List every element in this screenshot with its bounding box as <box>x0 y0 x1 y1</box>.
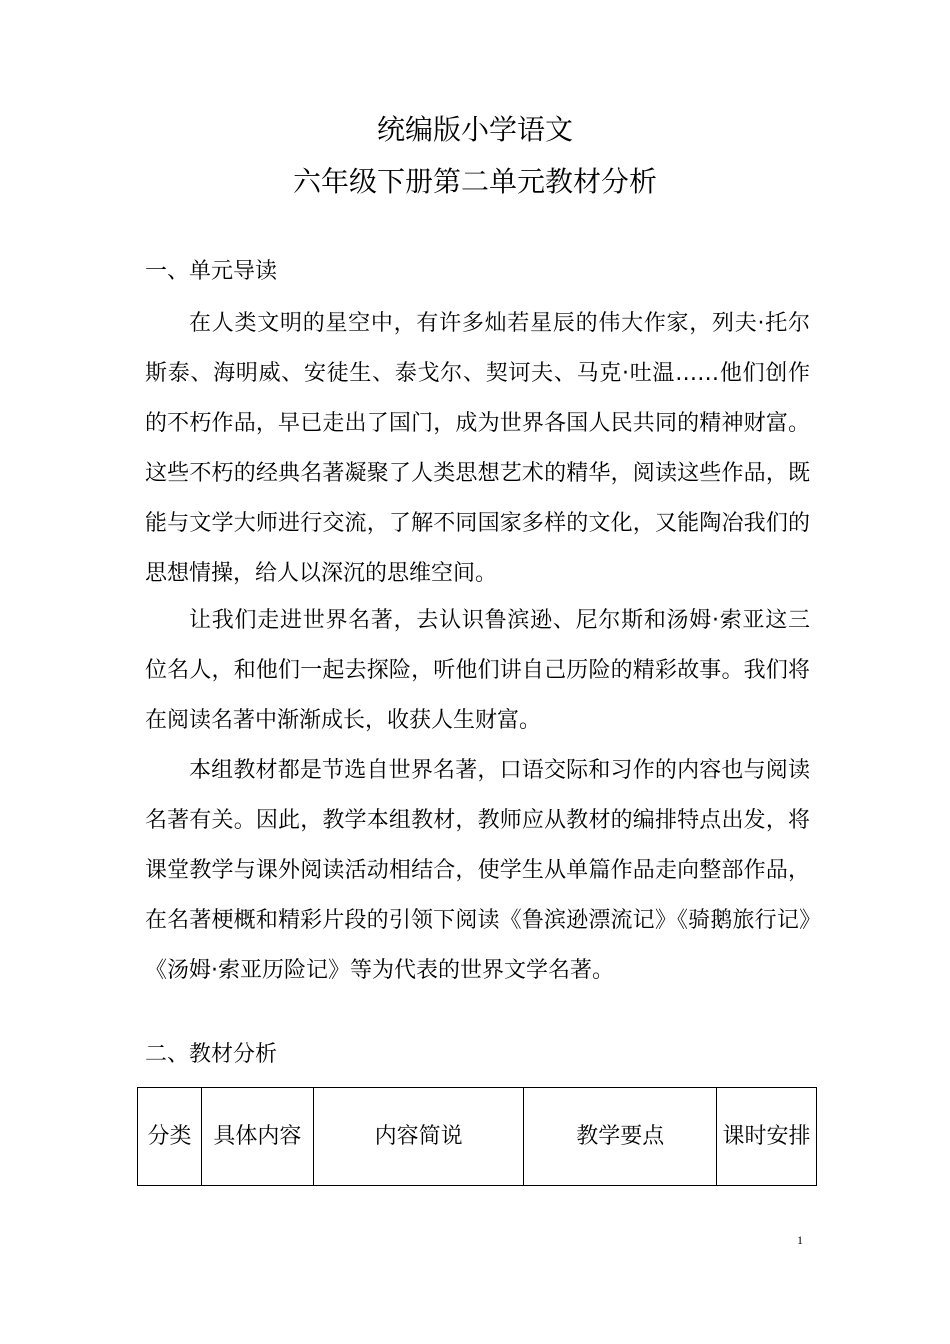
column-header-summary: 内容简说 <box>313 1088 524 1186</box>
paragraph-3: 本组教材都是节选自世界名著，口语交际和习作的内容也与阅读名著有关。因此，教学本组教材，教师应从教材的编排特点出发，将课堂教学与课外阅读活动相结合，使学生从单篇作品走向整部作品，在名著梗概和精彩片段的引领下阅读《鲁滨逊漂流记》《骑鹅旅行记》《汤姆·索亚历险记》等为代表的世界文学名著。 <box>145 758 810 983</box>
column-header-content: 具体内容 <box>201 1088 313 1186</box>
paragraph-2: 让我们走进世界名著，去认识鲁滨逊、尼尔斯和汤姆·索亚这三位名人，和他们一起去探险，听他们讲自己历险的精彩故事。我们将在阅读名著中渐渐成长，收获人生财富。 <box>145 608 810 733</box>
document-title-line1: 统编版小学语文 <box>376 113 573 146</box>
table-header-row <box>138 1088 817 1186</box>
section-heading-material-analysis: 二、教材分析 <box>145 1042 278 1067</box>
column-header-category: 分类 <box>138 1088 202 1186</box>
page-number: 1 <box>797 1233 803 1247</box>
paragraph-1: 在人类文明的星空中，有许多灿若星辰的伟大作家，列夫·托尔斯泰、海明威、安徒生、泰戈尔、契诃夫、马克·吐温……他们创作的不朽作品，早已走出了国门，成为世界各国人民共同的精神财富。这些不朽的经典名著凝聚了人类思想艺术的精华，阅读这些作品，既能与文学大师进行交流，了解不同国家多样的文化，又能陶冶我们的思想情操，给人以深沉的思维空间。 <box>145 311 810 586</box>
document-title-line2: 六年级下册第二单元教材分析 <box>292 165 657 198</box>
column-header-teaching-points: 教学要点 <box>524 1088 717 1186</box>
section-heading-unit-guide: 一、单元导读 <box>145 259 278 284</box>
material-analysis-table <box>137 1087 817 1186</box>
column-header-class-hours: 课时安排 <box>717 1088 817 1186</box>
